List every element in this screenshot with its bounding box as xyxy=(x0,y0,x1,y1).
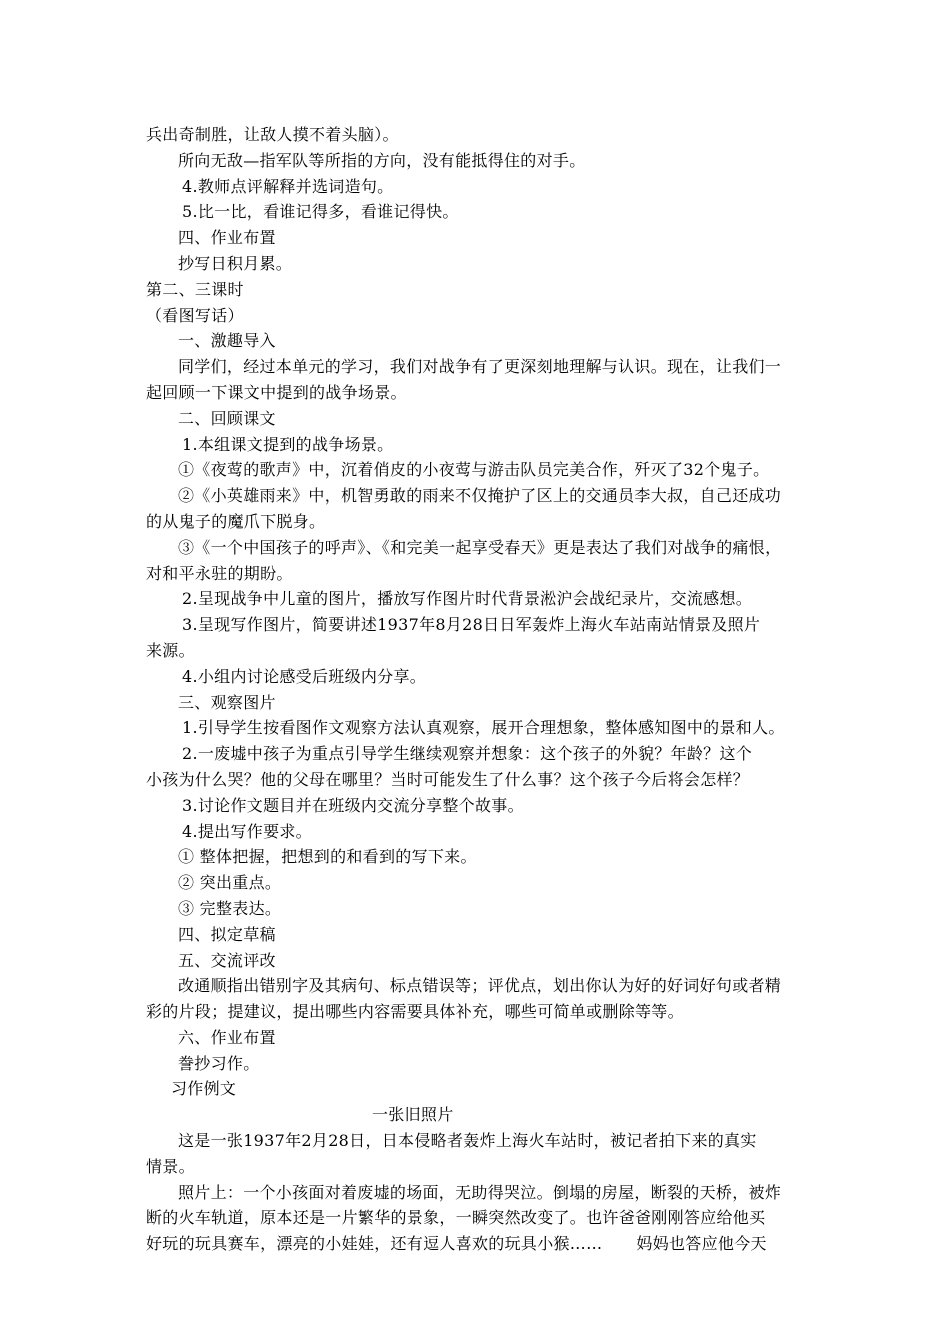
text-line: 1.本组课文提到的战争场景。 xyxy=(182,434,394,454)
text-line: ② 突出重点。 xyxy=(178,873,282,893)
text-line: ①《夜莺的歌声》中，沉着俏皮的小夜莺与游击队员完美合作，歼灭了32个鬼子。 xyxy=(178,460,770,480)
text-line: ③ 完整表达。 xyxy=(178,898,282,918)
text-line: 4.小组内讨论感受后班级内分享。 xyxy=(182,666,427,686)
text-line: 同学们，经过本单元的学习，我们对战争有了更深刻地理解与认识。现在，让我们一 xyxy=(178,357,782,377)
text-line: 2.呈现战争中儿童的图片，播放写作图片时代背景淞沪会战纪录片，交流感想。 xyxy=(182,589,753,609)
text-line: 彩的片段；提建议，提出哪些内容需要具体补充，哪些可简单或删除等等。 xyxy=(146,1002,684,1022)
text-segment: 好玩的玩具赛车，漂亮的小娃娃，还有逗人喜欢的玩具小猴…… xyxy=(146,1234,603,1254)
example-heading: 习作例文 xyxy=(171,1079,237,1099)
text-segment: 妈妈也答应他今天 xyxy=(636,1234,767,1254)
text-line: 4.教师点评解释并选词造句。 xyxy=(182,176,394,196)
section-heading: 六、作业布置 xyxy=(178,1027,276,1047)
text-line: 誊抄习作。 xyxy=(178,1053,260,1073)
text-line: 兵出奇制胜，让敌人摸不着头脑）。 xyxy=(146,125,399,144)
text-line: ③《一个中国孩子的呼声》、《和完美一起享受春天》更是表达了我们对战争的痛恨， xyxy=(178,537,782,557)
text-line: 情景。 xyxy=(146,1156,195,1176)
text-line: 的从鬼子的魔爪下脱身。 xyxy=(146,511,326,531)
document-page xyxy=(146,122,822,1257)
text-line: 抄写日积月累。 xyxy=(178,253,293,273)
section-heading: 一、激趣导入 xyxy=(178,331,276,351)
text-line: 改通顺指出错别字及其病句、标点错误等；评优点，划出你认为好的好词好句或者精 xyxy=(178,976,782,996)
essay-title: 一张旧照片 xyxy=(372,1105,454,1125)
section-heading: 三、观察图片 xyxy=(178,692,276,712)
text-line: 小孩为什么哭？他的父母在哪里？当时可能发生了什么事？这个孩子今后将会怎样？ xyxy=(146,769,750,789)
text-line: 这是一张1937年2月28日，日本侵略者轰炸上海火车站时，被记者拍下来的真实 xyxy=(178,1131,757,1151)
text-line: 1.引导学生按看图作文观察方法认真观察，展开合理想象，整体感知图中的景和人。 xyxy=(182,718,785,738)
text-line: 断的火车轨道，原本还是一片繁华的景象，一瞬突然改变了。也许爸爸刚刚答应给他买 xyxy=(146,1208,766,1228)
text-line: 3.讨论作文题目并在班级内交流分享整个故事。 xyxy=(182,795,524,815)
text-line: 来源。 xyxy=(146,640,195,660)
text-line: 所向无敌—指军队等所指的方向，没有能抵得住的对手。 xyxy=(178,150,586,170)
section-heading: 二、回顾课文 xyxy=(178,408,276,428)
text-line: ① 整体把握，把想到的和看到的写下来。 xyxy=(178,847,477,867)
section-heading: 四、作业布置 xyxy=(178,228,276,248)
text-line: ②《小英雄雨来》中，机智勇敢的雨来不仅掩护了区上的交通员李大叔，自己还成功 xyxy=(178,486,782,506)
text-line xyxy=(146,1231,822,1257)
text-line: 2.一废墟中孩子为重点引导学生继续观察并想象：这个孩子的外貌？年龄？这个 xyxy=(182,744,753,764)
text-line: 3.呈现写作图片，简要讲述1937年8月28日日军轰炸上海火车站南站情景及照片 xyxy=(182,615,761,635)
lesson-subheading: （看图写话） xyxy=(146,305,244,325)
text-line: 5.比一比，看谁记得多，看谁记得快。 xyxy=(182,202,459,222)
text-line: 4.提出写作要求。 xyxy=(182,821,312,841)
text-line: 对和平永驻的期盼。 xyxy=(146,563,293,583)
text-line: 照片上：一个小孩面对着废墟的场面，无助得哭泣。倒塌的房屋，断裂的天桥，被炸 xyxy=(178,1182,782,1202)
section-heading: 四、拟定草稿 xyxy=(178,924,276,944)
text-line: 起回顾一下课文中提到的战争场景。 xyxy=(146,382,407,402)
section-heading: 五、交流评改 xyxy=(178,950,276,970)
lesson-heading: 第二、三课时 xyxy=(146,279,244,299)
